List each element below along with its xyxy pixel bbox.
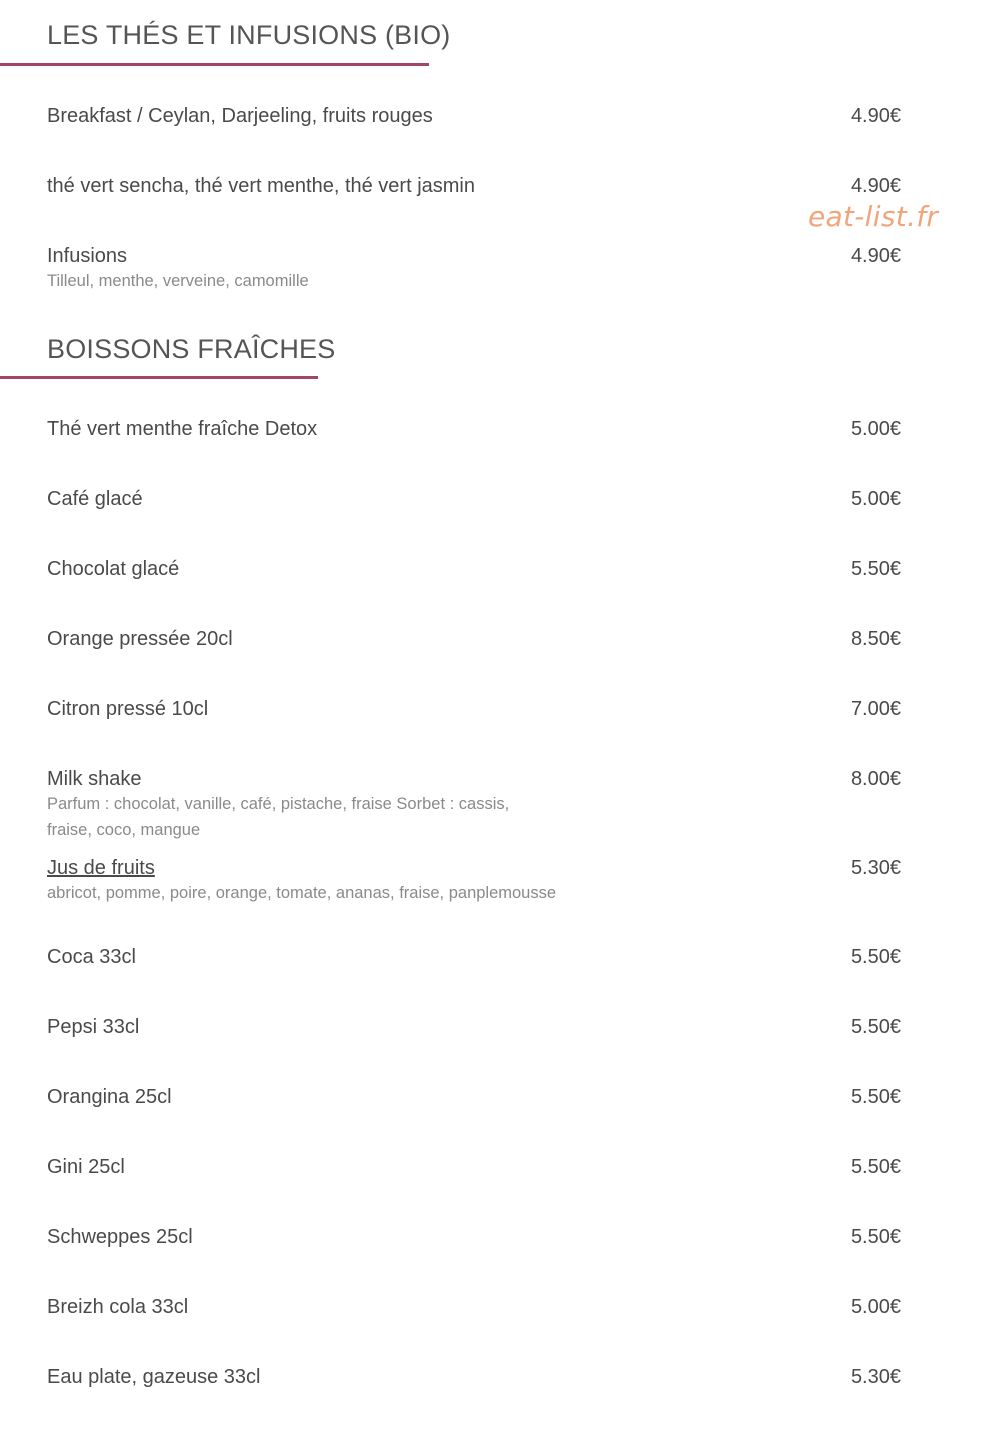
item-price: 5.00€ xyxy=(850,418,901,440)
item-description: abricot, pomme, poire, orange, tomate, ananas, fraise, panplemousse xyxy=(47,884,557,902)
menu-item xyxy=(47,1085,907,1109)
item-name: Pepsi 33cl xyxy=(47,1016,140,1038)
jus-de-fruits-link[interactable]: Jus de fruits xyxy=(47,857,155,879)
section-title-cold-drinks: BOISSONS FRAÎCHES xyxy=(47,334,336,364)
menu-item xyxy=(47,104,907,128)
menu-item xyxy=(47,697,907,721)
item-price: 5.50€ xyxy=(850,1226,901,1248)
section-divider xyxy=(0,376,318,379)
menu-item xyxy=(47,1015,907,1039)
item-name: Orangina 25cl xyxy=(47,1086,172,1108)
item-price: 5.00€ xyxy=(850,1296,901,1318)
item-price: 4.90€ xyxy=(850,105,901,127)
section-divider xyxy=(0,63,429,66)
item-price: 5.50€ xyxy=(850,1016,901,1038)
item-price: 8.50€ xyxy=(850,628,901,650)
item-name: Eau plate, gazeuse 33cl xyxy=(47,1366,261,1388)
item-price: 7.00€ xyxy=(850,698,901,720)
item-description: Parfum : chocolat, vanille, café, pistache, fraise Sorbet : cassis, fraise, coco, mangue xyxy=(47,795,510,839)
item-name: Infusions xyxy=(47,245,128,267)
item-price: 5.50€ xyxy=(850,558,901,580)
menu-item xyxy=(47,487,907,511)
item-name: Café glacé xyxy=(47,488,143,510)
menu-item xyxy=(47,244,907,294)
menu-item xyxy=(47,417,907,441)
item-name: Breakfast / Ceylan, Darjeeling, fruits rouges xyxy=(47,105,433,127)
item-price: 5.50€ xyxy=(850,1086,901,1108)
item-name: thé vert sencha, thé vert menthe, thé vert jasmin xyxy=(47,175,475,197)
menu-item xyxy=(47,627,907,651)
menu-item xyxy=(47,174,907,198)
menu-item xyxy=(47,945,907,969)
item-name: Orange pressée 20cl xyxy=(47,628,233,650)
menu-item xyxy=(47,1295,907,1319)
menu-item xyxy=(47,1365,907,1389)
item-name: Coca 33cl xyxy=(47,946,136,968)
watermark: eat-list.fr xyxy=(808,200,939,233)
item-description: Tilleul, menthe, verveine, camomille xyxy=(47,272,309,290)
item-name: Gini 25cl xyxy=(47,1156,125,1178)
item-name: Chocolat glacé xyxy=(47,558,180,580)
item-name: Schweppes 25cl xyxy=(47,1226,193,1248)
item-price: 4.90€ xyxy=(850,175,901,197)
item-price: 5.30€ xyxy=(850,857,901,879)
menu-item xyxy=(47,1225,907,1249)
menu-item xyxy=(47,1155,907,1179)
menu-item[interactable] xyxy=(47,856,907,906)
item-name: Milk shake xyxy=(47,768,142,790)
item-name: Breizh cola 33cl xyxy=(47,1296,189,1318)
item-price: 5.50€ xyxy=(850,1156,901,1178)
menu-item xyxy=(47,557,907,581)
item-price: 4.90€ xyxy=(850,245,901,267)
item-name: Thé vert menthe fraîche Detox xyxy=(47,418,318,440)
section-title-teas: LES THÉS ET INFUSIONS (BIO) xyxy=(47,20,451,50)
item-price: 8.00€ xyxy=(850,768,901,790)
item-price: 5.00€ xyxy=(850,488,901,510)
item-name: Citron pressé 10cl xyxy=(47,698,209,720)
item-price: 5.30€ xyxy=(850,1366,901,1388)
item-price: 5.50€ xyxy=(850,946,901,968)
menu-item xyxy=(47,767,907,843)
